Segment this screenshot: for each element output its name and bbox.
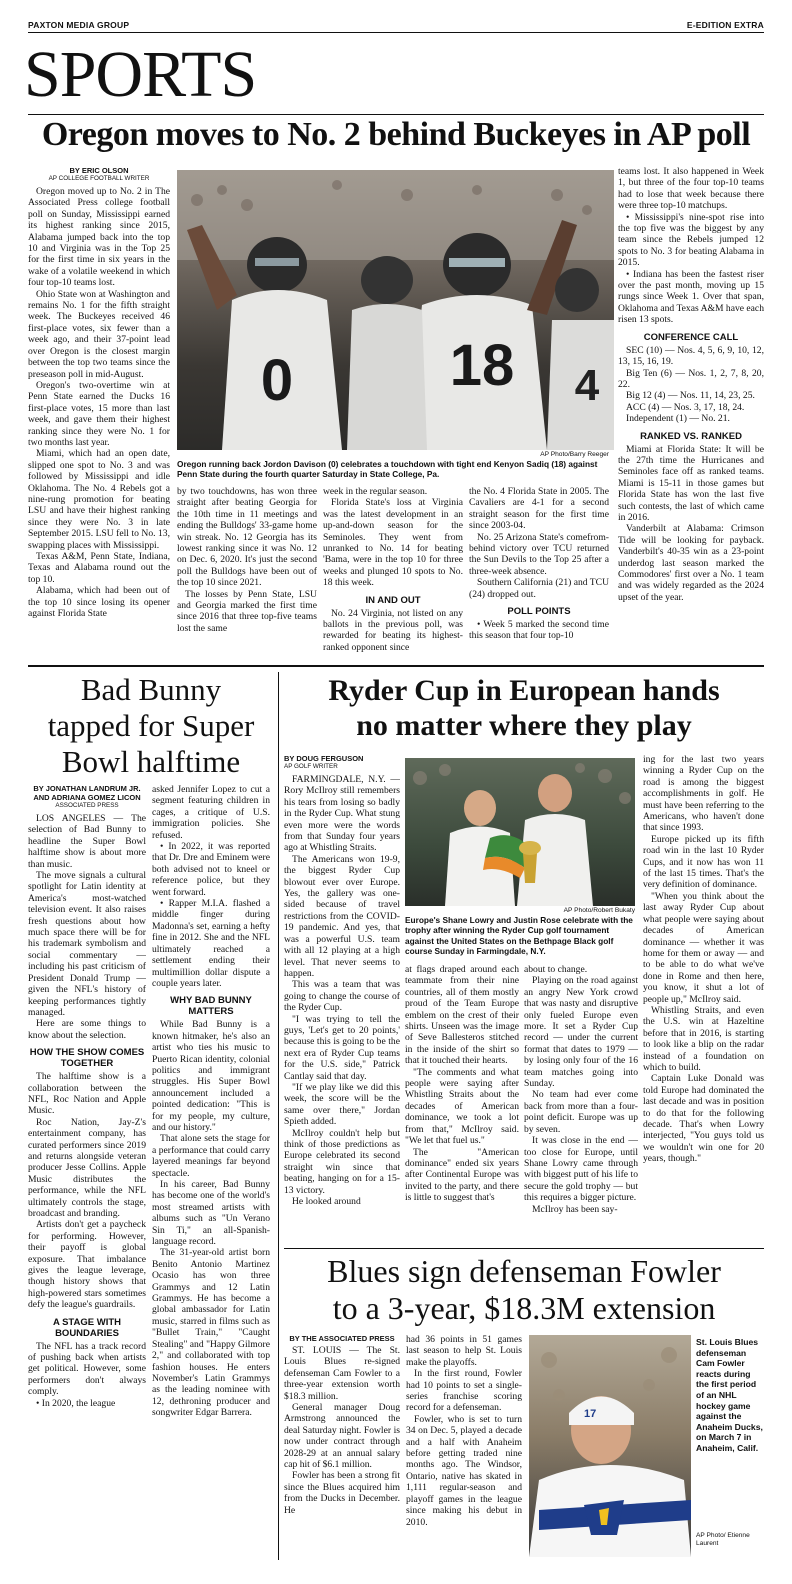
blues-headline-line: to a 3-year, $18.3M extension (332, 1290, 716, 1326)
ryder-byline-title: AP GOLF WRITER (284, 763, 338, 770)
oregon-paragraph: Miami at Florida State: It will be the 27th time the Hurricanes and Seminoles face off as ranked teams. Miami is 15-11 in those games but Florida State has won the last five such contests, the last of which came in 2016. (618, 443, 764, 523)
oregon-column-2 (177, 486, 317, 662)
helmet-number: 17 (584, 1408, 597, 1420)
oregon-paragraph: No. 24 Virginia, not listed on any ballots in the previous poll, was rewarded for beating its highest-ranked opponent since (323, 607, 463, 653)
ryder-paragraph: Playing on the road against an angry New York crowd that was nasty and disruptive only fueled Europe even more. It set a Ryder Cup record — under the current format that dates to 1979 — by losing only four of the 16 team matches going into Sunday. (524, 975, 638, 1090)
blues-photo-art (529, 1335, 691, 1557)
ryder-photo-caption: Europe's Shane Lowry and Justin Rose celebrate with the trophy after winning the Ryder Cup golf tournament against the United States on the Bethpage Black golf course Sunday in Farmingdale, N.Y. (405, 915, 633, 956)
ryder-headline-line: no matter where they play (356, 709, 692, 742)
ryder-paragraph: Whistling Straits, and even the U.S. win at Hazeltine before that in 2016, is starting to look like a blip on the radar instead of a foundation on which to build. (643, 1004, 764, 1073)
bunny-paragraph: • In 2020, the league (36, 1397, 116, 1409)
in-and-out-subhead: IN AND OUT (365, 594, 421, 606)
ryder-paragraph: Captain Luke Donald was told Europe had dominated the last decade and was in position to do that for the following decade. That's when Lowry interjected, "You guys told us we wouldn't win one for 20 years, though." (643, 1073, 764, 1165)
oregon-paragraph: by two touchdowns, has won three straight after beating Georgia for the 10th time in 11 meetings and ending the Bulldogs' 33-game home win streak. No. 12 Georgia has its lowest ranking since it was No. 12 on Dec. 6, 2020. It's just the second poll the Bulldogs have been out of the top 10 since 2021. (177, 486, 317, 589)
oregon-headline: Oregon moves to No. 2 behind Buckeyes in AP poll (41, 116, 751, 153)
oregon-column-3 (323, 486, 463, 662)
oregon-photo-art (177, 170, 614, 450)
ryder-paragraph: This was a team that was going to change the course of the Ryder Cup. (284, 979, 400, 1014)
edition-label: E-EDITION EXTRA (686, 20, 764, 30)
ryder-paragraph: Europe picked up its fifth road win in the last 10 Ryder Cups, and it now has won 11 of the last 15 times. That's the very definition of dominance. (643, 833, 764, 891)
section-rule (28, 114, 764, 115)
section-divider (28, 665, 764, 667)
bunny-paragraph: • In 2022, it was reported that Dr. Dre and Eminem were both advised not to kneel or reference police, but they went forward. (152, 841, 270, 898)
oregon-paragraph: teams lost. It also happened in Week 1, but three of the four top-10 teams had to lose that week because there were three top-10 matchups. (618, 166, 764, 212)
jersey-number-left: 0 (260, 348, 294, 413)
blues-byline: BY THE ASSOCIATED PRESS (289, 1334, 395, 1343)
oregon-paragraph: No. 25 Arizona State's comefrom-behind victory over TCU returned the Sun Devils to the Top 25 after a three-week absence. (469, 531, 609, 577)
blues-paragraph: Fowler has been a strong fit since the Blues acquired him from the Ducks in December. He (284, 1470, 400, 1516)
blues-photo (529, 1335, 691, 1557)
ryder-column-3 (524, 964, 638, 1244)
how-the-show-subhead: HOW THE SHOW COMES TOGETHER (29, 1047, 145, 1070)
oregon-photo (177, 170, 614, 450)
conference-line: Independent (1) — No. 21. (626, 413, 730, 425)
oregon-column-5 (618, 166, 764, 662)
blues-photo-credit: AP Photo/ Etienne Laurent (696, 1532, 750, 1547)
oregon-paragraph: Miami, which had an open date, slipped one spot to No. 3 and was followed by Mississippi and idle Oklahoma. The No. 4 Rebels got a nine-rung promotion for beating LSU and have their highest ranking since they were No. 3 in late September 2015. LSU fell to No. 13, swapping places with Mississippi. (28, 448, 170, 551)
oregon-byline: BY ERIC OLSON (69, 166, 129, 175)
bunny-paragraph: That alone sets the stage for a performance that could carry layered meanings far beyond spectacle. (152, 1133, 270, 1179)
oregon-paragraph: • Indiana has been the fastest riser over the past month, moving up 15 rungs since Week 1. Over that span, Oklahoma and Texas A&M have each risen 13 spots. (618, 268, 764, 326)
ryder-paragraph: He looked around (292, 1196, 361, 1208)
column-divider (278, 672, 279, 1560)
ryder-paragraph: The "American dominance" ended six years after Continental Europe was invited to the party, and there is little to suggest that's (405, 1146, 519, 1204)
blues-paragraph: Fowler, who is set to turn 34 on Dec. 5, played a decade and a half with Anaheim before getting traded nine months ago. The Windsor, Ontario, native has skated in 1,111 regular-season and playoff games in the league since making his debut in 2010. (406, 1413, 522, 1528)
ryder-headline-line: Ryder Cup in European hands (328, 674, 720, 707)
stage-boundaries-subhead: A STAGE WITH BOUNDARIES (52, 1316, 122, 1339)
ryder-photo (405, 758, 635, 906)
blues-paragraph: had 36 points in 51 games last season to help St. Louis make the playoffs. (406, 1334, 522, 1368)
oregon-paragraph: Southern California (21) and TCU (24) dropped out. (469, 577, 609, 600)
conference-line: SEC (10) — Nos. 4, 5, 6, 9, 10, 12, 13, 15, 16, 19. (618, 344, 764, 368)
top-rule (28, 32, 764, 33)
bunny-paragraph: The NFL has a track record of pushing back when artists get political. However, some performers don't always comply. (28, 1340, 146, 1398)
oregon-paragraph: the No. 4 Florida State in 2005. The Cavaliers are 4-1 for a second straight season for the first time since 2003-04. (469, 486, 609, 532)
conference-line: Big 12 (4) — Nos. 11, 14, 23, 25. (626, 390, 755, 402)
bunny-paragraph: In his career, Bad Bunny has become one of the world's most streamed artists with albums such as "Un Verano Sin Ti," an all-Spanish-language record. (152, 1179, 270, 1248)
ryder-paragraph: about to change. (524, 964, 588, 975)
ryder-paragraph: "When you think about the last away Ryder Cup about what people were saying about decades of American dominance — whether it was home for them or away — and to be able to do what we've done in Rome and then here, you know, it shut a lot of people up," McIlroy said. (643, 890, 764, 1005)
oregon-paragraph: Alabama, which had been out of the top 10 since losing its opener against Florida State (28, 585, 170, 620)
conference-call-subhead: CONFERENCE CALL (643, 331, 739, 343)
oregon-paragraph: Oregon's two-overtime win at Penn State earned the Ducks 16 first-place votes, 15 more than last week, and gave them their highest ranking since they were No. 1 for two months last year. (28, 379, 170, 448)
bunny-paragraph: LOS ANGELES — The selection of Bad Bunny to headline the Super Bowl halftime show is about more than music. (28, 813, 146, 870)
publisher-name: PAXTON MEDIA GROUP (28, 20, 130, 30)
poll-points-subhead: POLL POINTS (507, 606, 571, 618)
oregon-photo-credit: AP Photo/Barry Reeger (540, 451, 609, 458)
oregon-column-1 (28, 166, 170, 662)
oregon-paragraph: The losses by Penn State, LSU and Georgia marked the first time since 2016 that three top-five teams lost the same (177, 588, 317, 634)
blues-photo-caption: St. Louis Blues defenseman Cam Fowler reacts during the first period of an NHL hockey game against the Anaheim Ducks, on March 7 in Anaheim, Calif. (696, 1337, 763, 1453)
ranked-vs-ranked-subhead: RANKED VS. RANKED (640, 430, 742, 442)
conference-line: Big Ten (6) — Nos. 1, 2, 7, 8, 20, 22. (618, 367, 764, 390)
bunny-headline-line: Bad Bunny (80, 672, 222, 707)
bunny-paragraph: • Rapper M.I.A. flashed a middle finger during Madonna's set, earning a hefty fine in 2012. She and the NFL ultimately reached a settlement ending their multimillion dollar dispute a couple years later. (152, 898, 270, 989)
blues-paragraph: In the first round, Fowler had 10 points to set a single-series franchise scoring record for a defenseman. (406, 1368, 522, 1414)
bunny-byline: BY JONATHAN LANDRUM JR. AND ADRIANA GOMEZ LICON (33, 784, 141, 802)
ryder-byline: BY DOUG FERGUSON (284, 754, 364, 763)
ryder-column-2 (405, 964, 519, 1244)
oregon-paragraph: Florida State's loss at Virginia was the latest development in an up-and-down season for the Seminoles. They went from unranked to No. 14 for beating 'Bama, were in the top 10 for three weeks and plunged 10 spots to No. 18 this week. (323, 497, 463, 589)
oregon-paragraph: Ohio State won at Washington and remains No. 1 for the fifth straight week. The Buckeyes received 46 first-place votes, six fewer than a week ago, and their 37-point lead over Oregon is the closest margin between the top two teams since the preseason poll in mid-August. (28, 288, 170, 380)
blues-paragraph: General manager Doug Armstrong announced the deal Saturday night. Fowler is now under contract through 2028-29 at an annual salary cap hit of $6.1 million. (284, 1402, 400, 1471)
blues-paragraph: ST. LOUIS — The St. Louis Blues re-signed defenseman Cam Fowler to a three-year extension worth $18.3 million. (284, 1345, 400, 1402)
ryder-headline (284, 673, 764, 743)
oregon-paragraph: Vanderbilt at Alabama: Crimson Tide will be looking for payback. Vanderbilt's 40-35 win as a 23-point underdog last season marked the Commodores' first over a No. 1 team and was widely regarded as the 2024 upset of the year. (618, 523, 764, 603)
bunny-paragraph: Here are some things to know about the selection. (28, 1018, 146, 1041)
bunny-byline-title: ASSOCIATED PRESS (55, 802, 119, 809)
bunny-column-2 (152, 784, 270, 1560)
bunny-paragraph: Artists don't get a paycheck for performing. However, their payoff is global exposure. That imbalance gives the league leverage, though history shows that high-powered stars sometimes defy the league's guardrails. (28, 1219, 146, 1311)
ryder-divider (284, 1248, 764, 1249)
blues-headline-line: Blues sign defenseman Fowler (327, 1253, 721, 1289)
why-bad-bunny-subhead: WHY BAD BUNNY MATTERS (170, 995, 252, 1018)
ryder-paragraph: FARMINGDALE, N.Y. — Rory McIlroy still remembers his tears from losing so badly in the Ryder Cup. What stung even more were the words from that Sunday four years ago at Whistling Straits. (284, 774, 400, 854)
ryder-paragraph: at flags draped around each teammate from their nine countries, all of them mostly proud of the Team Europe emblem on the crest of their shirts. Unseen was the image of Seve Ballesteros stitched in the inside of the shirt so that it touched their hearts. (405, 964, 519, 1067)
ryder-paragraph: "The comments and what people were saying after Whistling Straits about the decades of American dominance, we took a lot from that," McIlroy said. "We let that fuel us." (405, 1066, 519, 1147)
ryder-paragraph: McIlroy couldn't help but think of those predictions as Europe celebrated its second straight win since that beating, hanging on for a 15-13 victory. (284, 1127, 400, 1196)
bunny-paragraph: The halftime show is a collaboration between the NFL, Roc Nation and Apple Music. (28, 1071, 146, 1117)
ryder-paragraph: "I was trying to tell the guys, 'Let's get to 20 points,' because this is going to be the next era of Ryder Cup teams for the U.S. side," Patrick Cantlay said that day. (284, 1013, 400, 1082)
jersey-number-background: 4 (574, 361, 600, 410)
oregon-column-4 (469, 486, 609, 662)
oregon-paragraph: Oregon moved up to No. 2 in The Associated Press college football poll on Sunday, Mississippi earned its highest ranking since 2015, Alabama jumped back into the top 10 and Virginia was in the Top 25 for the first time in six years in the wake of a volatile weekend in which four top-10 teams lost. (28, 186, 170, 289)
bunny-paragraph: The move signals a cultural spotlight for Latin identity at America's most-watched television event. It also raises fresh questions about how much space there will be for his trademark symbolism and social commentary — including his past criticism of President Donald Trump — given the NFL's history of keeping performances tightly managed. (28, 870, 146, 1018)
bunny-paragraph: Roc Nation, Jay-Z's entertainment company, has curated performers since 2019 and returns alongside veteran producer Jesse Collins. Apple Music distributes the performance, while the NFL ultimately controls the stage, broadcast and branding. (28, 1116, 146, 1219)
bunny-paragraph: asked Jennifer Lopez to cut a segment featuring children in cages, a critique of U.S. immigration policies. She refused. (152, 784, 270, 841)
section-title: SPORTS (24, 38, 257, 111)
ryder-paragraph: It was close in the end — too close for Europe, until Shane Lowry came through with biggest putt of his life to secure the gold trophy — but this requires a bigger picture. (524, 1135, 638, 1204)
bunny-paragraph: The 31-year-old artist born Benito Antonio Martinez Ocasio has won three Grammys and 12 Latin Grammys. He has become a global ambassador for Latin music, starred in films such as "Bullet Train," "Caught Stealing" and "Happy Gilmore 2," and collaborated with top fashion houses. He enters November's Latin Grammys as the leading nominee with 12, dethroning producer and songwriter Edgar Barrera. (152, 1247, 270, 1419)
oregon-photo-caption: Oregon running back Jordon Davison (0) celebrates a touchdown with tight end Kenyon Sadiq (18) against Penn State during the fourth quarter Saturday in State College, Pa. (177, 459, 598, 480)
blues-column-1 (284, 1334, 400, 1560)
bunny-headline-line: tapped for Super (47, 708, 255, 743)
bunny-headline (28, 672, 274, 780)
ryder-column-1 (284, 754, 400, 1244)
bunny-column-1 (28, 784, 146, 1560)
ryder-photo-credit: AP Photo/Robert Bukaty (563, 907, 635, 914)
ryder-paragraph: The Americans won 19-9, the biggest Ryder Cup blowout ever over Europe. Yes, the gallery was one-sided because of travel restrictions from the COVID-19 pandemic. And yes, that was a powerful U.S. team with all 12 playing at a high level. That never seems to happen. (284, 853, 400, 979)
blues-headline (284, 1253, 764, 1327)
ryder-paragraph: No team had ever come back from more than a four-point deficit. Europe was up by seven. (524, 1089, 638, 1135)
oregon-paragraph: • Mississippi's nine-spot rise into the top five was the biggest by any team since the Rebels jumped 12 spots to No. 3 for beating Alabama in 2015. (618, 211, 764, 269)
ryder-paragraph: ing for the last two years winning a Ryder Cup on the road is among the biggest accomplishments in golf. He must have been referring to the Americans, who haven't done that since 1993. (643, 754, 764, 834)
ryder-paragraph: "If we play like we did this week, the score will be the same over there," Jordan Spieth added. (284, 1081, 400, 1128)
conference-line: ACC (4) — Nos. 3, 17, 18, 24. (626, 401, 745, 413)
bunny-headline-line: Bowl halftime (61, 744, 241, 779)
oregon-byline-title: AP COLLEGE FOOTBALL WRITER (48, 175, 150, 182)
blues-column-2 (406, 1334, 522, 1560)
ryder-photo-art (405, 758, 635, 906)
jersey-number-right: 18 (449, 333, 515, 398)
bunny-paragraph: While Bad Bunny is a known hitmaker, he's also an artist who ties his music to Puerto Rican identity, colonial politics and immigrant struggles. His Super Bowl announcement included a pointed dedication: "This is for my people, my culture, and our history." (152, 1019, 270, 1133)
ryder-paragraph: McIlroy has been say- (532, 1203, 618, 1215)
ryder-column-4 (643, 754, 764, 1244)
oregon-paragraph: • Week 5 marked the second time this season that four top-10 (469, 619, 609, 642)
oregon-paragraph: week in the regular season. (323, 486, 428, 497)
oregon-paragraph: Texas A&M, Penn State, Indiana, Texas and Alabama round out the top 10. (28, 551, 170, 585)
